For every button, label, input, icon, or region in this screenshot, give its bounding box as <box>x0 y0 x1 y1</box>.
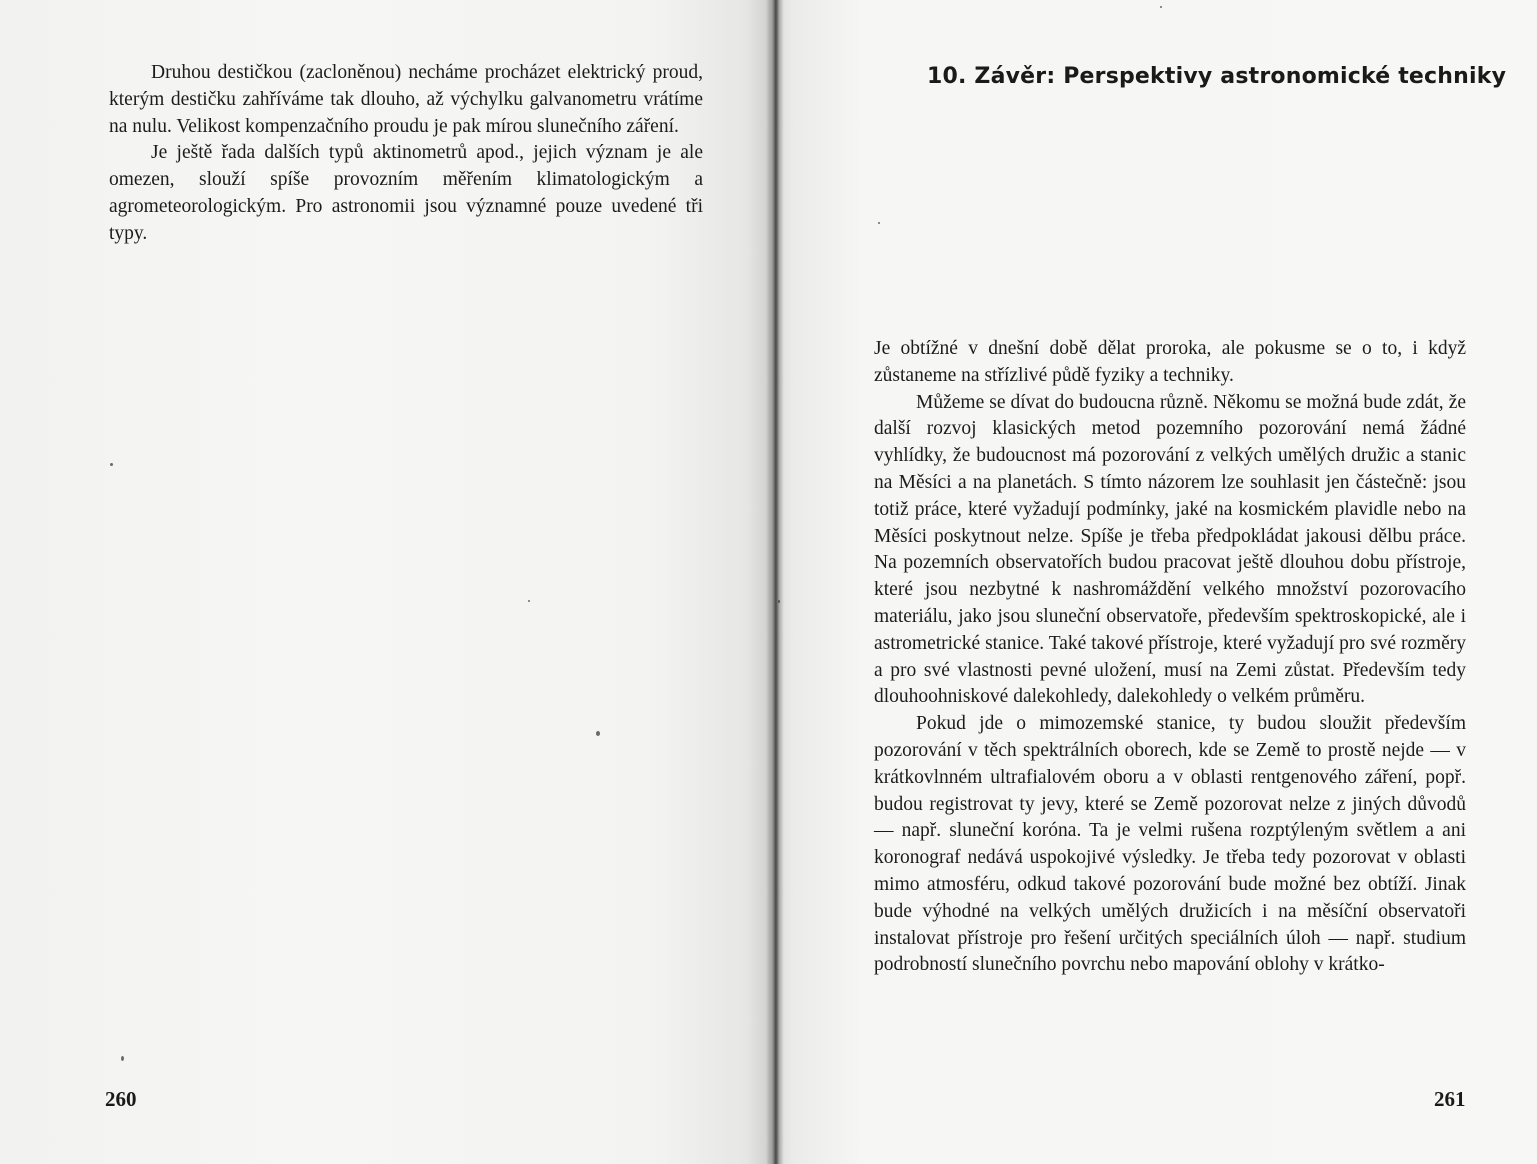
paragraph: Můžeme se dívat do budoucna různě. Někomu se možná bude zdát, že další rozvoj klasických metod pozemního pozorování nemá žádné vyhlídky, že budoucnost má pozorování z velkých umělých družic a stanic na Měsíci a na planetách. S tímto názorem lze souhlasit jen částečně: jsou totiž práce, které vyžadují podmínky, jaké na kosmickém plavidle nebo na Měsíci poskytnout nelze. Spíše je třeba předpokládat jakousi dělbu práce. Na pozemních observatořích budou pracovat ještě dlouhou dobu přístroje, které jsou nezbytné k nashromáždění velkého množství pozorovacího materiálu, jako jsou sluneční observatoře, především spektroskopické, ale i astrometrické stanice. Také takové přístroje, které vyžadují pro své rozměry a pro své vlastnosti pevné uložení, musí na Zemi zůstat. Především tedy dlouhoohniskové dalekohledy, dalekohledy o velkém průměru. <box>874 391 1466 708</box>
paper-speck <box>596 731 600 736</box>
chapter-title: 10. Závěr: Perspektivy astronomické techniky <box>927 64 1507 89</box>
paper-speck <box>110 463 113 466</box>
left-page-text <box>109 60 703 248</box>
paper-speck <box>1160 6 1162 8</box>
paragraph: Je ještě řada dalších typů aktinometrů apod., jejich význam je ale omezen, slouží spíše provozním měřením klimatologickým a agrometeorologickým. Pro astronomii jsou významné pouze uvedené tři typy. <box>109 142 703 244</box>
paragraph: Druhou destičkou (zacloněnou) necháme procházet elektrický proud, kterým destičku zahříváme tak dlouho, až výchylku galvanometru vrátíme na nulu. Velikost kompenzačního proudu je pak mírou slunečního záření. <box>109 62 703 137</box>
paragraph: Je obtížné v dnešní době dělat proroka, ale pokusme se o to, i když zůstaneme na střízlivé půdě fyziky a techniky. <box>874 338 1466 386</box>
paper-speck <box>528 600 530 602</box>
paragraph: Pokud jde o mimozemské stanice, ty budou sloužit především pozorování v těch spektrálních oborech, kde se Země to prostě nejde — v krátkovlnném ultrafialovém oboru a v oblasti rentgenového záření, popř. budou registrovat ty jevy, které se Země pozorovat nelze z jiných důvodů — např. sluneční koróna. Ta je velmi rušena rozptýleným světlem a ani koronograf nedává uspokojivé výsledky. Je třeba tedy pozorovat v oblasti mimo atmosféru, odkud takové pozorování bude možné bez obtíží. Jinak bude výhodné na velkých umělých družicích i na měsíční observatoři instalovat přístroje pro řešení určitých speciálních úloh — např. studium podrobností slunečního povrchu nebo mapování oblohy v krátko- <box>874 713 1466 976</box>
paper-speck <box>878 222 880 224</box>
right-page <box>770 0 1537 1164</box>
page-number-right: 261 <box>1434 1087 1466 1111</box>
right-page-text <box>874 336 1466 979</box>
book-gutter-shadow <box>766 0 784 1164</box>
page-number-left: 260 <box>105 1087 137 1111</box>
paper-speck <box>121 1056 124 1061</box>
